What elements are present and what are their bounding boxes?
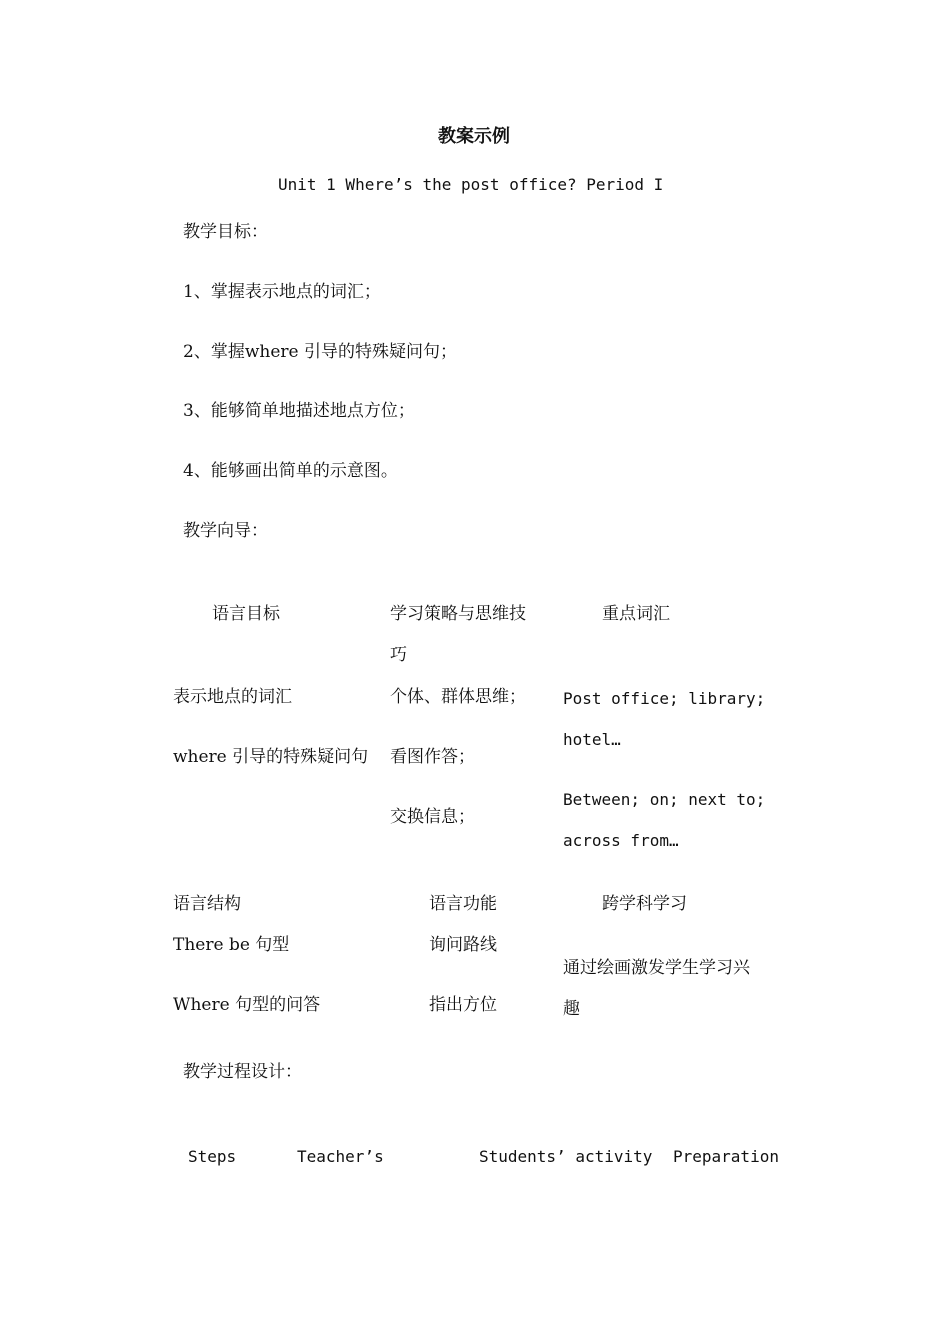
guide-heading: 教学向导： — [183, 521, 268, 541]
objectives-heading: 教学目标： — [183, 222, 268, 242]
table2-header-structure: 语言结构 — [173, 894, 241, 914]
table2-cell: Where 句型的问答 — [173, 995, 321, 1015]
table1-header-strategy-cont: 巧 — [390, 645, 407, 665]
page-title: 教案示例 — [438, 126, 510, 147]
objective-item: 3、能够简单地描述地点方位； — [183, 401, 415, 421]
table1-cell: 表示地点的词汇 — [173, 687, 292, 707]
table2-cell: 询问路线 — [429, 935, 497, 955]
process-column-preparation: Preparation — [673, 1147, 779, 1166]
table2-cell: 通过绘画激发学生学习兴 — [563, 958, 750, 978]
table2-header-interdisciplinary: 跨学科学习 — [602, 894, 687, 914]
process-heading: 教学过程设计： — [183, 1062, 302, 1082]
table1-cell: where 引导的特殊疑问句 — [173, 747, 369, 767]
objective-item: 2、掌握where 引导的特殊疑问句； — [183, 342, 457, 362]
process-column-students: Students’ activity — [479, 1147, 653, 1166]
table1-header-strategy: 学习策略与思维技 — [390, 604, 526, 624]
objective-item: 1、掌握表示地点的词汇； — [183, 282, 381, 302]
table2-header-function: 语言功能 — [429, 894, 497, 914]
process-column-steps: Steps — [188, 1147, 237, 1166]
table1-cell: 交换信息； — [390, 807, 475, 827]
table1-cell: across from… — [563, 831, 679, 850]
table1-cell: Between; on; next to; — [563, 790, 766, 809]
table1-cell: 看图作答； — [390, 747, 475, 767]
subtitle: Unit 1 Where’s the post office? Period I — [278, 175, 664, 194]
table1-cell: 个体、群体思维； — [390, 687, 526, 707]
table1-cell: hotel… — [563, 730, 621, 749]
table1-header-vocabulary: 重点词汇 — [602, 604, 670, 624]
table2-cell: 趣 — [563, 999, 580, 1019]
table1-cell: Post office; library; — [563, 689, 766, 708]
process-column-teacher: Teacher’s — [297, 1147, 384, 1166]
table1-header-language-goal: 语言目标 — [212, 604, 280, 624]
table2-cell: There be 句型 — [173, 935, 290, 955]
table2-cell: 指出方位 — [429, 995, 497, 1015]
objective-item: 4、能够画出简单的示意图。 — [183, 461, 398, 481]
